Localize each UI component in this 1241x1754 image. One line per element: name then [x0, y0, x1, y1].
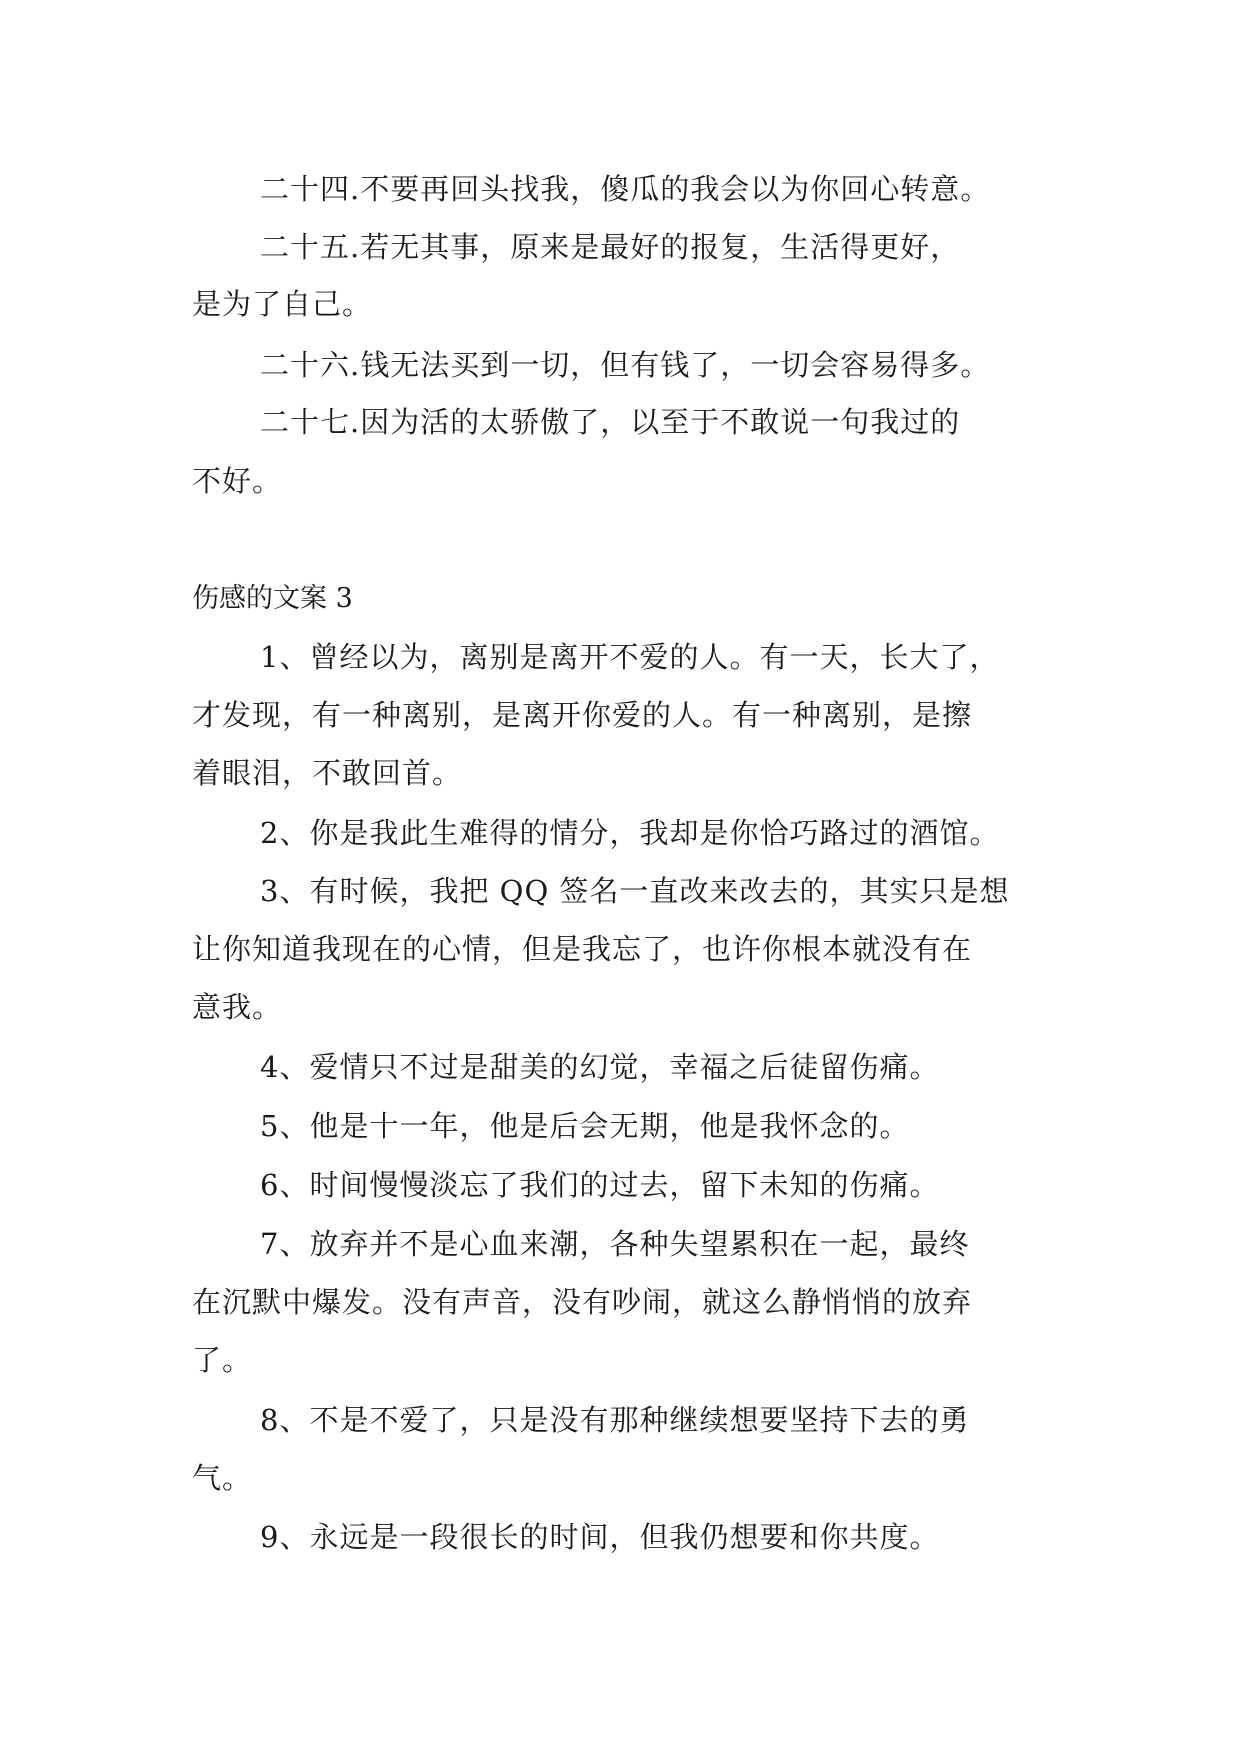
text-line: 气。 — [192, 1461, 253, 1495]
text-line: 5、他是十一年，他是后会无期，他是我怀念的。 — [260, 1109, 910, 1143]
text-line: 二十七.因为活的太骄傲了，以至于不敢说一句我过的 — [260, 405, 961, 439]
text-line: 1、曾经以为，离别是离开不爱的人。有一天，长大了， — [260, 640, 1000, 674]
text-line: 在沉默中爆发。没有声音，没有吵闹，就这么静悄悄的放弃 — [192, 1285, 973, 1319]
text-line: 着眼泪，不敢回首。 — [192, 756, 463, 790]
text-line: 让你知道我现在的心情，但是我忘了，也许你根本就没有在 — [192, 932, 973, 966]
section-heading: 伤感的文案 3 — [192, 583, 353, 614]
text-line: 二十四.不要再回头找我，傻瓜的我会以为你回心转意。 — [260, 172, 991, 206]
text-line: 8、不是不爱了，只是没有那种继续想要坚持下去的勇 — [260, 1403, 970, 1437]
text-line: 6、时间慢慢淡忘了我们的过去，留下未知的伤痛。 — [260, 1168, 940, 1202]
text-line: 了。 — [192, 1343, 253, 1377]
text-line: 是为了自己。 — [192, 287, 373, 321]
text-line: 二十六.钱无法买到一切，但有钱了，一切会容易得多。 — [260, 348, 991, 382]
text-line: 不好。 — [192, 464, 283, 498]
text-line: 意我。 — [192, 990, 283, 1024]
text-line: 二十五.若无其事，原来是最好的报复，生活得更好， — [260, 230, 961, 264]
text-line: 4、爱情只不过是甜美的幻觉，幸福之后徒留伤痛。 — [260, 1050, 940, 1084]
text-line: 2、你是我此生难得的情分，我却是你恰巧路过的酒馆。 — [260, 816, 1000, 850]
text-line: 9、永远是一段很长的时间，但我仍想要和你共度。 — [260, 1520, 940, 1554]
text-line: 7、放弃并不是心血来潮，各种失望累积在一起，最终 — [260, 1227, 970, 1261]
text-line: 3、有时候，我把 QQ 签名一直改来改去的，其实只是想 — [260, 874, 1010, 908]
text-line: 才发现，有一种离别，是离开你爱的人。有一种离别，是擦 — [192, 698, 973, 732]
